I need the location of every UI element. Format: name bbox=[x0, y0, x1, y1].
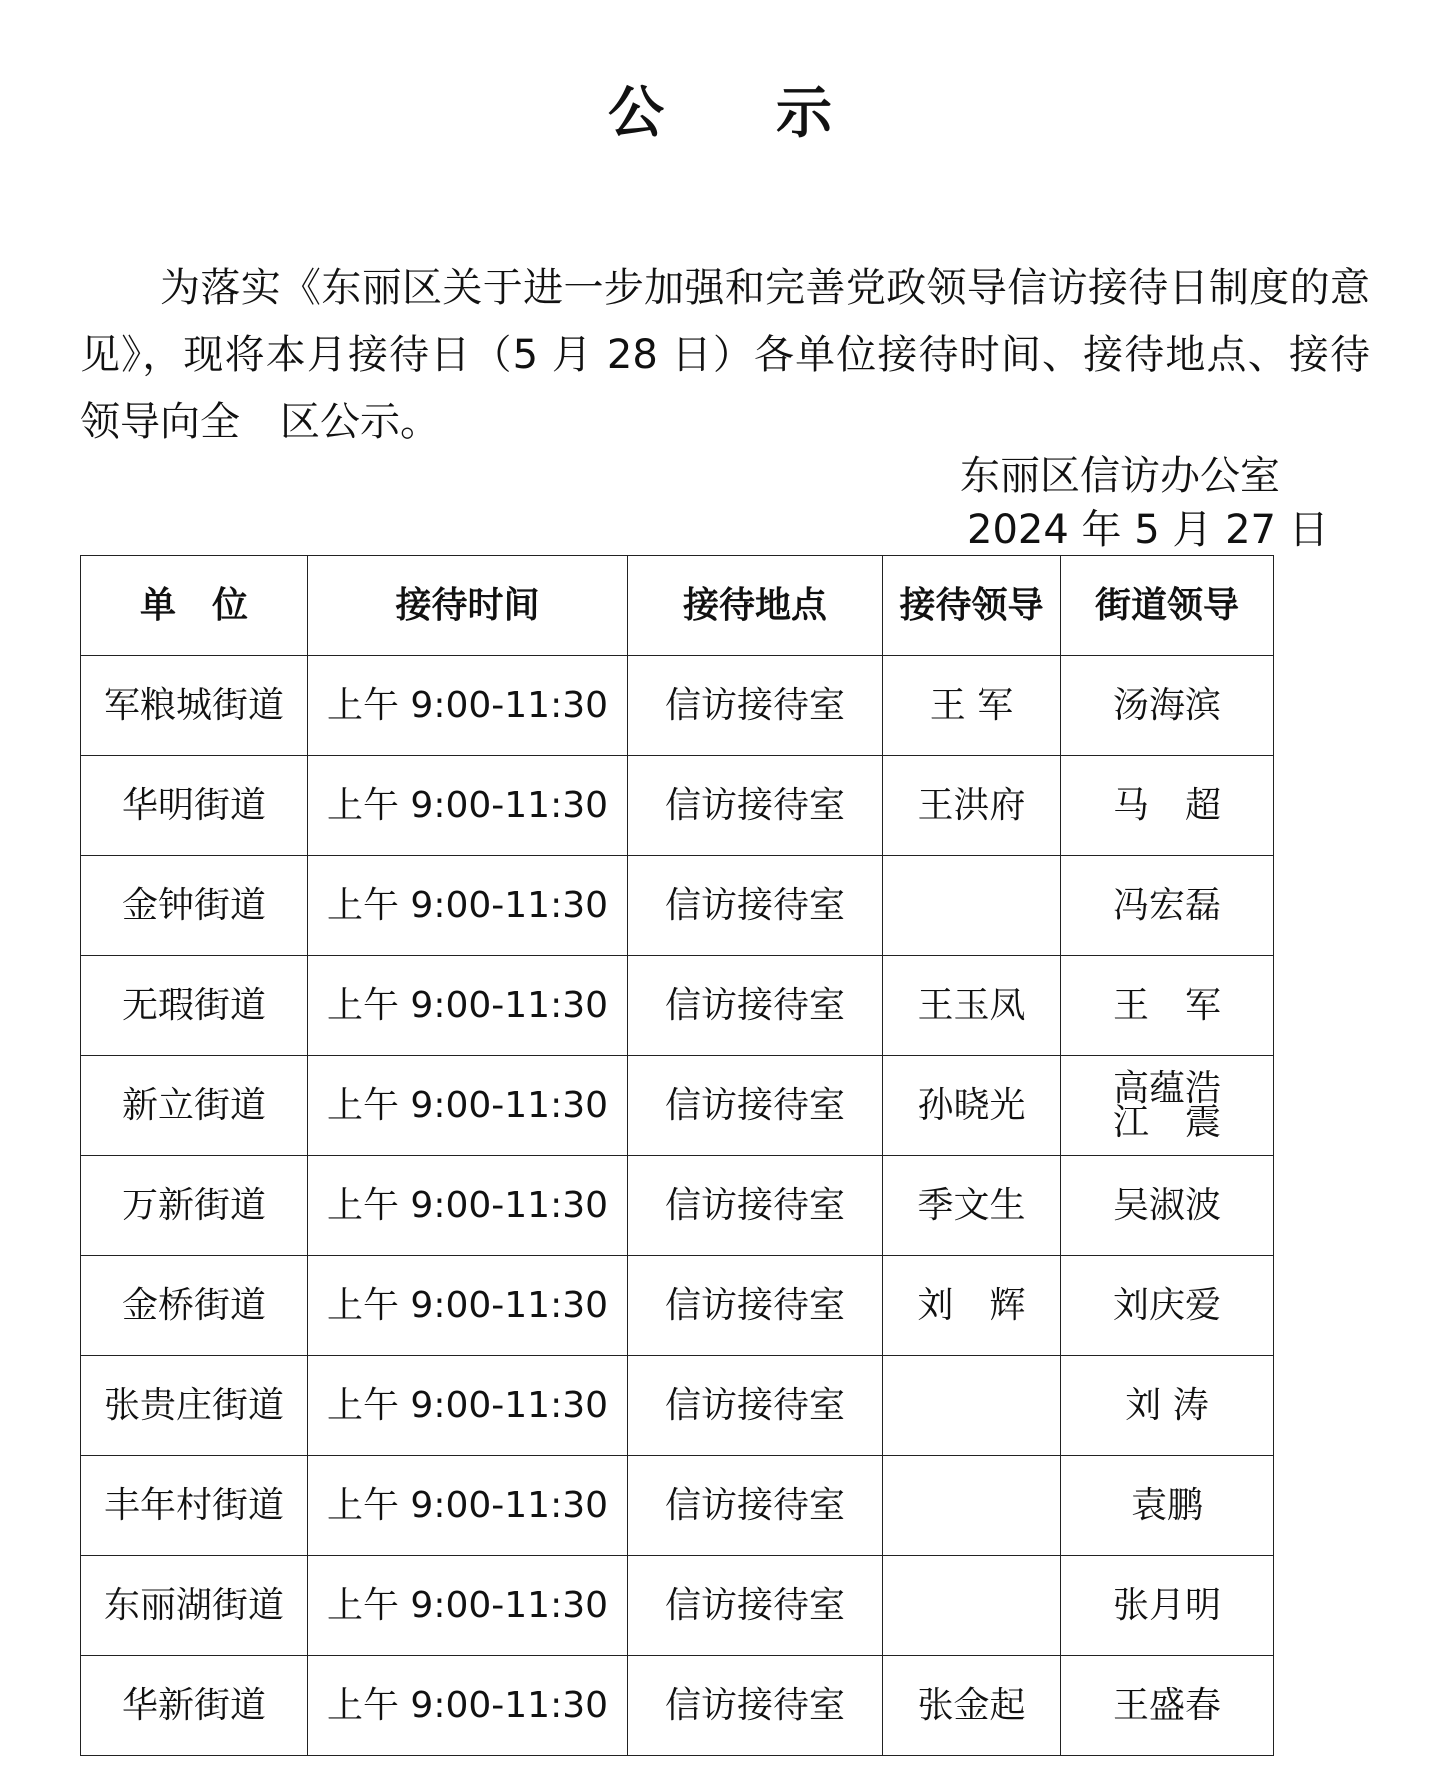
header-reception-leader: 接待领导 bbox=[883, 556, 1061, 656]
cell-time: 上午 9:00-11:30 bbox=[308, 1656, 628, 1756]
cell-location: 信访接待室 bbox=[628, 1056, 883, 1156]
cell-time: 上午 9:00-11:30 bbox=[308, 1156, 628, 1256]
signature-date: 2024 年 5 月 27 日 bbox=[967, 507, 1329, 553]
table-row bbox=[81, 1256, 1274, 1356]
table-header-row bbox=[81, 556, 1274, 656]
cell-unit: 华新街道 bbox=[81, 1656, 308, 1756]
cell-reception-leader bbox=[883, 1356, 1061, 1456]
table-row bbox=[81, 656, 1274, 756]
table-row bbox=[81, 956, 1274, 1056]
cell-street-leader: 马 超 bbox=[1061, 756, 1274, 856]
cell-street-leader: 刘 涛 bbox=[1061, 1356, 1274, 1456]
cell-time: 上午 9:00-11:30 bbox=[308, 1256, 628, 1356]
cell-street-leader: 刘庆爱 bbox=[1061, 1256, 1274, 1356]
cell-unit: 无瑕街道 bbox=[81, 956, 308, 1056]
cell-unit: 丰年村街道 bbox=[81, 1456, 308, 1556]
cell-street-leader: 吴淑波 bbox=[1061, 1156, 1274, 1256]
cell-street-leader: 汤海滨 bbox=[1061, 656, 1274, 756]
intro-paragraph: 为落实《东丽区关于进一步加强和完善党政领导信访接待日制度的意见》，现将本月接待日（5 月 28 日）各单位接待时间、接待地点、接待领导向全 区公示。 bbox=[80, 265, 1370, 445]
cell-unit: 金桥街道 bbox=[81, 1256, 308, 1356]
cell-time: 上午 9:00-11:30 bbox=[308, 656, 628, 756]
cell-street-leader: 冯宏磊 bbox=[1061, 856, 1274, 956]
table-row bbox=[81, 1656, 1274, 1756]
cell-time: 上午 9:00-11:30 bbox=[308, 856, 628, 956]
cell-reception-leader: 王洪府 bbox=[883, 756, 1061, 856]
table-row bbox=[81, 1456, 1274, 1556]
cell-unit: 华明街道 bbox=[81, 756, 308, 856]
header-unit: 单 位 bbox=[81, 556, 308, 656]
cell-reception-leader: 刘 辉 bbox=[883, 1256, 1061, 1356]
reception-schedule-table bbox=[80, 555, 1274, 1756]
cell-time: 上午 9:00-11:30 bbox=[308, 1356, 628, 1456]
cell-location: 信访接待室 bbox=[628, 1256, 883, 1356]
signature-organization: 东丽区信访办公室 bbox=[960, 453, 1280, 499]
header-reception-location: 接待地点 bbox=[628, 556, 883, 656]
cell-reception-leader: 季文生 bbox=[883, 1156, 1061, 1256]
table-row bbox=[81, 1356, 1274, 1456]
cell-reception-leader bbox=[883, 1456, 1061, 1556]
cell-unit: 新立街道 bbox=[81, 1056, 308, 1156]
cell-street-leader: 高蕴浩 江 震 bbox=[1061, 1056, 1274, 1156]
cell-unit: 军粮城街道 bbox=[81, 656, 308, 756]
cell-location: 信访接待室 bbox=[628, 656, 883, 756]
header-street-leader: 街道领导 bbox=[1061, 556, 1274, 656]
cell-unit: 万新街道 bbox=[81, 1156, 308, 1256]
cell-reception-leader: 王 军 bbox=[883, 656, 1061, 756]
cell-time: 上午 9:00-11:30 bbox=[308, 956, 628, 1056]
cell-reception-leader: 张金起 bbox=[883, 1656, 1061, 1756]
table-row bbox=[81, 756, 1274, 856]
table-row bbox=[81, 1156, 1274, 1256]
cell-location: 信访接待室 bbox=[628, 1356, 883, 1456]
cell-location: 信访接待室 bbox=[628, 1156, 883, 1256]
cell-time: 上午 9:00-11:30 bbox=[308, 1456, 628, 1556]
cell-time: 上午 9:00-11:30 bbox=[308, 756, 628, 856]
cell-location: 信访接待室 bbox=[628, 756, 883, 856]
table-row bbox=[81, 856, 1274, 956]
cell-location: 信访接待室 bbox=[628, 956, 883, 1056]
cell-street-leader: 王 军 bbox=[1061, 956, 1274, 1056]
cell-reception-leader: 孙晓光 bbox=[883, 1056, 1061, 1156]
table-row bbox=[81, 1056, 1274, 1156]
cell-location: 信访接待室 bbox=[628, 1656, 883, 1756]
cell-location: 信访接待室 bbox=[628, 1556, 883, 1656]
cell-unit: 东丽湖街道 bbox=[81, 1556, 308, 1656]
cell-time: 上午 9:00-11:30 bbox=[308, 1056, 628, 1156]
cell-reception-leader bbox=[883, 856, 1061, 956]
cell-location: 信访接待室 bbox=[628, 856, 883, 956]
cell-street-leader: 袁鹏 bbox=[1061, 1456, 1274, 1556]
cell-street-leader: 张月明 bbox=[1061, 1556, 1274, 1656]
cell-unit: 张贵庄街道 bbox=[81, 1356, 308, 1456]
cell-reception-leader: 王玉凤 bbox=[883, 956, 1061, 1056]
table-row bbox=[81, 1556, 1274, 1656]
cell-reception-leader bbox=[883, 1556, 1061, 1656]
cell-time: 上午 9:00-11:30 bbox=[308, 1556, 628, 1656]
cell-location: 信访接待室 bbox=[628, 1456, 883, 1556]
header-reception-time: 接待时间 bbox=[308, 556, 628, 656]
cell-unit: 金钟街道 bbox=[81, 856, 308, 956]
cell-street-leader: 王盛春 bbox=[1061, 1656, 1274, 1756]
page-title: 公 示 bbox=[608, 81, 832, 146]
